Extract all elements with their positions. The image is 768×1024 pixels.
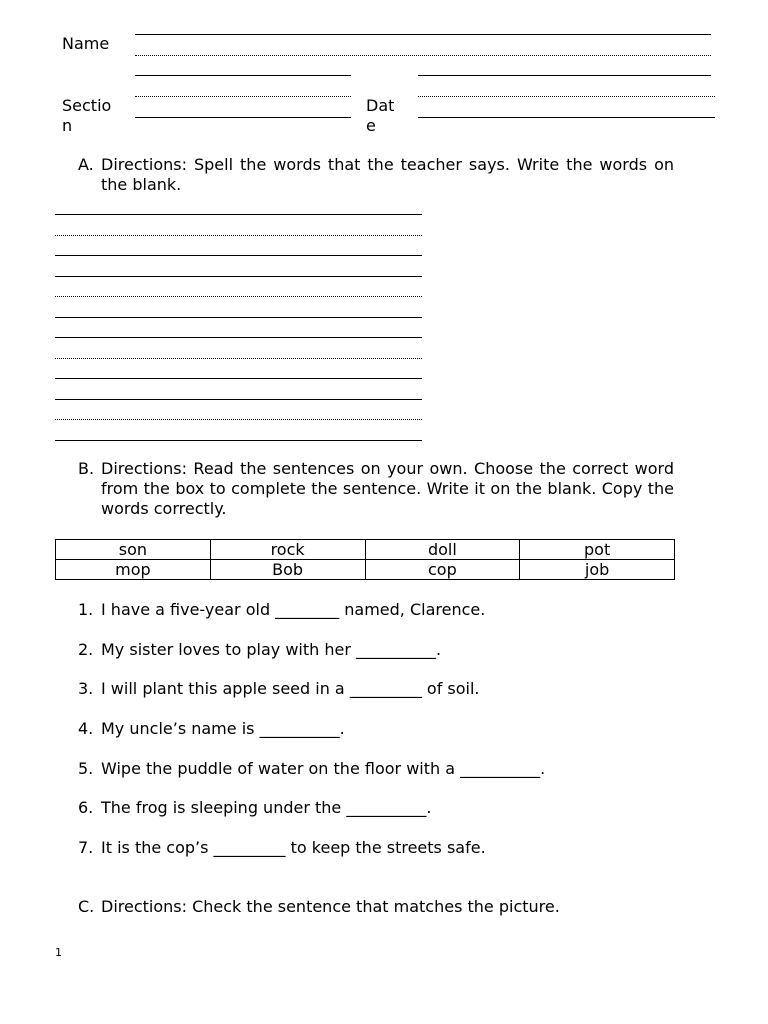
spelling-line[interactable] xyxy=(55,214,422,215)
name-line-dotted xyxy=(135,55,711,56)
sentence-number: 6. xyxy=(78,798,94,817)
date-label: Dat e xyxy=(366,96,395,135)
sentence-number: 4. xyxy=(78,719,94,738)
sentence-text: I will plant this apple seed in a _________ of soil. xyxy=(101,679,480,698)
sentence-number: 7. xyxy=(78,838,94,857)
page-number: 1 xyxy=(55,946,62,959)
sentence-text: My sister loves to play with her __________. xyxy=(101,640,442,659)
sentence-number: 5. xyxy=(78,759,94,778)
spelling-line[interactable] xyxy=(55,440,422,441)
name-line-bottom-left xyxy=(135,75,351,76)
word-box-cell: pot xyxy=(520,540,675,560)
spelling-guide-line xyxy=(55,296,422,297)
date-line-dotted xyxy=(418,96,715,97)
spelling-guide-line xyxy=(55,358,422,359)
spelling-guide-line xyxy=(55,235,422,236)
spelling-guide-line xyxy=(55,419,422,420)
name-label: Name xyxy=(62,34,110,53)
section-line[interactable] xyxy=(135,117,351,118)
part-b-letter: B. xyxy=(78,459,95,478)
part-b-directions: Directions: Read the sentences on your own. Choose the correct word from the box to complete the sentence. Write it on the blank. Copy the words correctly. xyxy=(101,459,674,518)
sentence-text: I have a five-year old ________ named, Clarence. xyxy=(101,600,486,619)
date-line[interactable] xyxy=(418,117,715,118)
word-box-cell: cop xyxy=(365,560,520,580)
sentence-number: 3. xyxy=(78,679,94,698)
word-box-cell: mop xyxy=(56,560,211,580)
word-box-cell: son xyxy=(56,540,211,560)
spelling-line[interactable] xyxy=(55,317,422,318)
sentence-text: It is the cop’s _________ to keep the streets safe. xyxy=(101,838,486,857)
word-box-cell: doll xyxy=(365,540,520,560)
word-box-cell: job xyxy=(520,560,675,580)
part-a-directions: Directions: Spell the words that the teacher says. Write the words on the blank. xyxy=(101,155,674,194)
word-box-row xyxy=(56,560,675,580)
sentence-number: 1. xyxy=(78,600,94,619)
spelling-line[interactable] xyxy=(55,255,422,256)
sentence-number: 2. xyxy=(78,640,94,659)
spelling-line[interactable] xyxy=(55,337,422,338)
word-box xyxy=(55,539,675,580)
word-box-row xyxy=(56,540,675,560)
name-line-bottom-right xyxy=(418,75,711,76)
sentence-text: The frog is sleeping under the __________. xyxy=(101,798,432,817)
part-c-directions: Directions: Check the sentence that matches the picture. xyxy=(101,897,560,916)
spelling-line[interactable] xyxy=(55,276,422,277)
sentence-text: My uncle’s name is __________. xyxy=(101,719,345,738)
sentence-text: Wipe the puddle of water on the floor with a __________. xyxy=(101,759,546,778)
spelling-line[interactable] xyxy=(55,378,422,379)
word-box-cell: Bob xyxy=(210,560,365,580)
name-line-top xyxy=(135,34,711,35)
word-box-cell: rock xyxy=(210,540,365,560)
section-label: Sectio n xyxy=(62,96,112,135)
part-a-letter: A. xyxy=(78,155,94,174)
part-c-letter: C. xyxy=(78,897,95,916)
spelling-line[interactable] xyxy=(55,399,422,400)
section-line-dotted xyxy=(135,96,351,97)
